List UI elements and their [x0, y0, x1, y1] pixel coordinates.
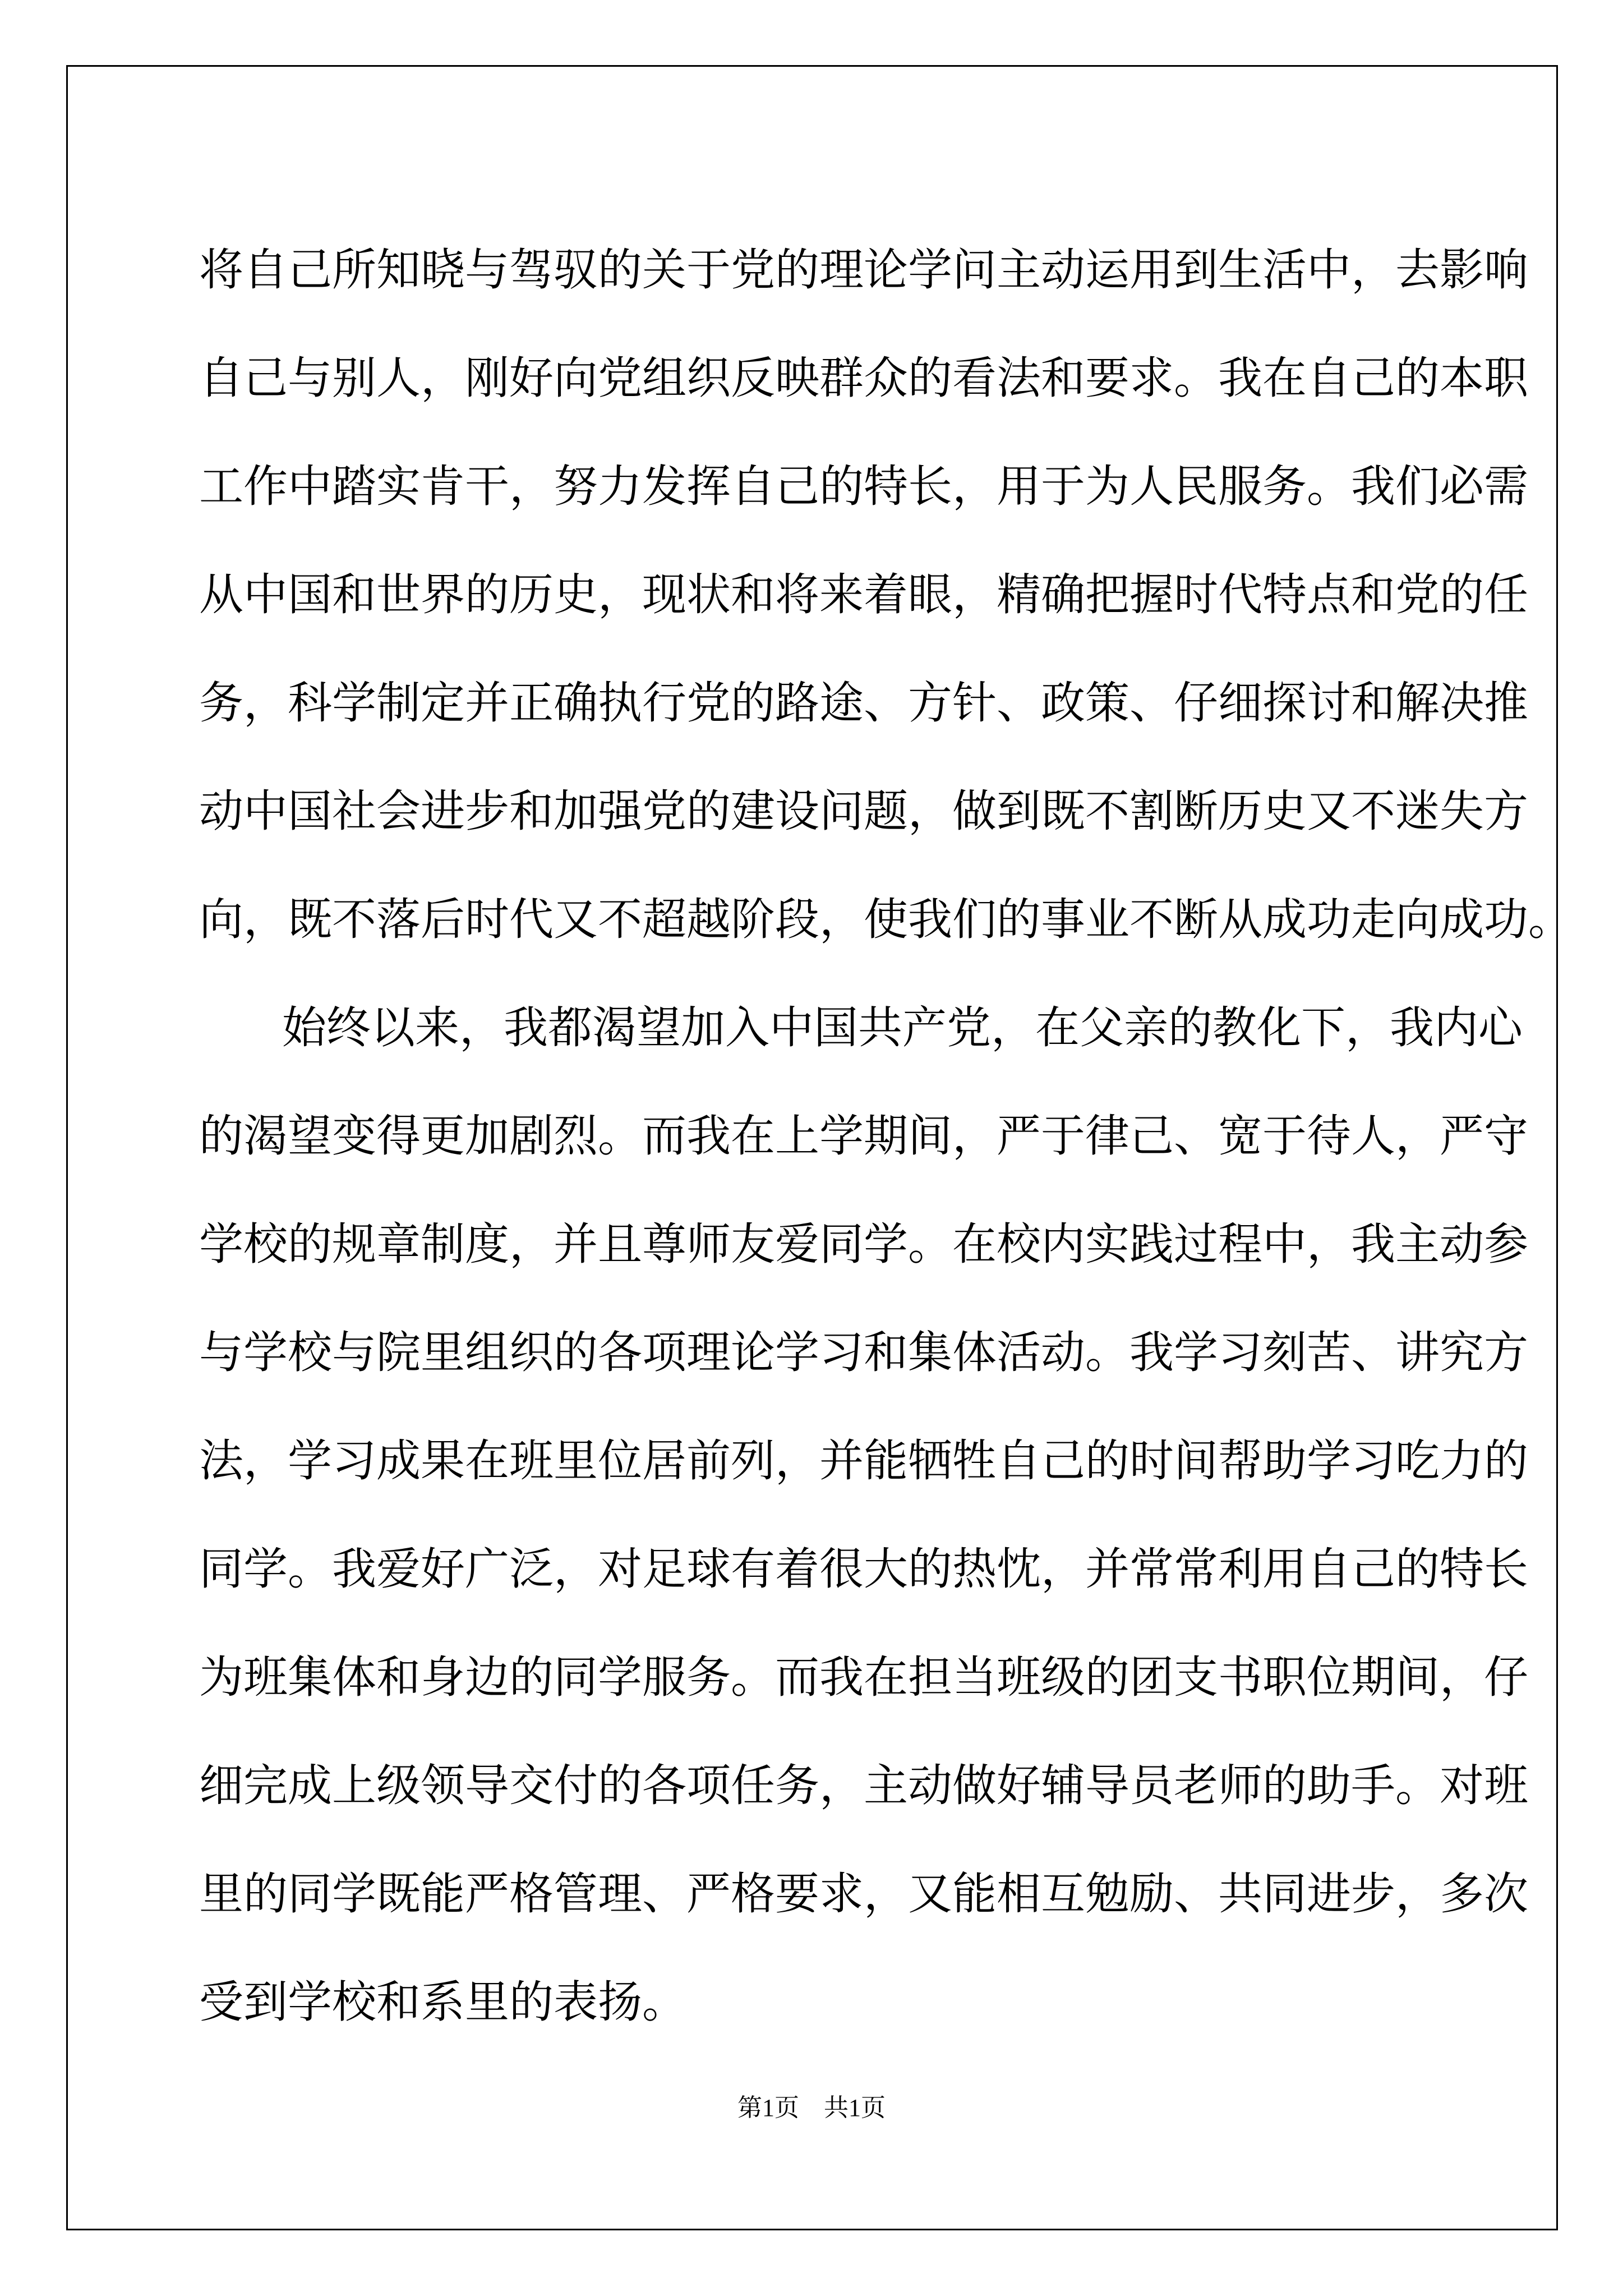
text-line: 向，既不落后时代又不超越阶段，使我们的事业不断从成功走向成功。	[199, 894, 1573, 945]
text-line: 法，学习成果在班里位居前列，并能牺牲自己的时间帮助学习吃力的	[199, 1435, 1528, 1487]
text-line: 里的同学既能严格管理、严格要求，又能相互勉励、共同进步，多次	[199, 1868, 1528, 1920]
text-line: 为班集体和身边的同学服务。而我在担当班级的团支书职位期间，仔	[199, 1651, 1528, 1703]
text-line: 工作中踏实肯干，努力发挥自己的特长，用于为人民服务。我们必需	[199, 461, 1528, 512]
text-line: 同学。我爱好广泛，对足球有着很大的热忱，并常常利用自己的特长	[199, 1543, 1528, 1595]
page-footer: 第1页 共1页	[737, 2094, 886, 2122]
text-line: 务，科学制定并正确执行党的路途、方针、政策、仔细探讨和解决推	[199, 677, 1528, 729]
text-line: 的渴望变得更加剧烈。而我在上学期间，严于律己、宽于待人，严守	[199, 1110, 1528, 1162]
text-line: 受到学校和系里的表扬。	[199, 1976, 686, 2028]
text-line: 学校的规章制度，并且尊师友爱同学。在校内实践过程中，我主动参	[199, 1218, 1528, 1270]
text-line: 细完成上级领导交付的各项任务，主动做好辅导员老师的助手。对班	[199, 1760, 1528, 1811]
text-line: 从中国和世界的历史，现状和将来着眼，精确把握时代特点和党的任	[199, 569, 1528, 620]
text-line: 动中国社会进步和加强党的建设问题，做到既不割断历史又不迷失方	[199, 785, 1528, 837]
paragraph-start-line: 始终以来，我都渴望加入中国共产党，在父亲的教化下，我内心	[282, 1002, 1523, 1053]
text-line: 自己与别人，刚好向党组织反映群众的看法和要求。我在自己的本职	[199, 352, 1528, 404]
text-line: 将自己所知晓与驾驭的关于党的理论学问主动运用到生活中，去影响	[199, 244, 1528, 296]
document-body	[199, 216, 1573, 2056]
text-line: 与学校与院里组织的各项理论学习和集体活动。我学习刻苦、讲究方	[199, 1327, 1528, 1378]
